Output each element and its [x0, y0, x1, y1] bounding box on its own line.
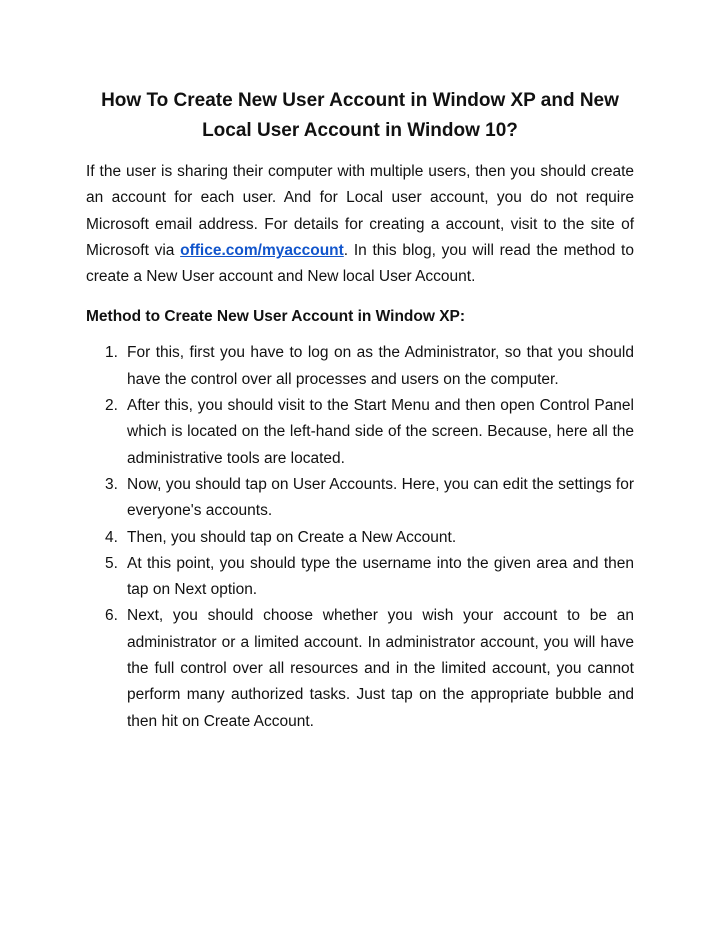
section-heading: Method to Create New User Account in Window XP:: [86, 308, 466, 326]
document-page: [86, 86, 634, 735]
intro-text-after-link: . In this blog, you will read the method to create a New User account and New local User Account.: [86, 241, 634, 286]
office-myaccount-link[interactable]: office.com/myaccount: [180, 241, 344, 259]
step-text: For this, first you have to log on as the Administrator, so that you should have the control over all processes and users on the computer.: [127, 344, 634, 388]
step-number: 2.: [105, 397, 118, 415]
step-text: After this, you should visit to the Start Menu and then open Control Panel which is located on the left-hand side of the screen. Because, here all the administrative tools are located.: [127, 397, 634, 467]
step-number: 1.: [105, 344, 118, 362]
step-text: Now, you should tap on User Accounts. Here, you can edit the settings for everyone's accounts.: [127, 475, 634, 520]
step-text: At this point, you should type the username into the given area and then tap on Next option.: [127, 554, 634, 599]
list-item: [86, 525, 634, 551]
list-item: [86, 603, 634, 734]
list-item: [86, 393, 634, 472]
list-item: [86, 472, 634, 525]
step-number: 5.: [105, 554, 118, 572]
list-item: [86, 551, 634, 604]
step-number: 6.: [105, 607, 118, 625]
document-title: How To Create New User Account in Window XP and New Local User Account in Window 10?: [101, 90, 619, 141]
list-item: [86, 340, 634, 393]
step-text: Next, you should choose whether you wish your account to be an administrator or a limited account. In administrator account, you will have the full control over all resources and in the limited account, you cannot perform many authorized tasks. Just tap on the appropriate bubble and then hit on Create Account.: [127, 607, 634, 730]
intro-paragraph: [86, 159, 634, 290]
step-number: 4.: [105, 528, 118, 546]
intro-text-before-link: If the user is sharing their computer with multiple users, then you should create an account for each user. And for Local user account, you do not require Microsoft email address. For details for creating a account, visit to the site of Microsoft via: [86, 163, 634, 259]
step-text: Then, you should tap on Create a New Account.: [127, 528, 457, 546]
steps-list: [86, 340, 634, 734]
step-number: 3.: [105, 475, 118, 493]
